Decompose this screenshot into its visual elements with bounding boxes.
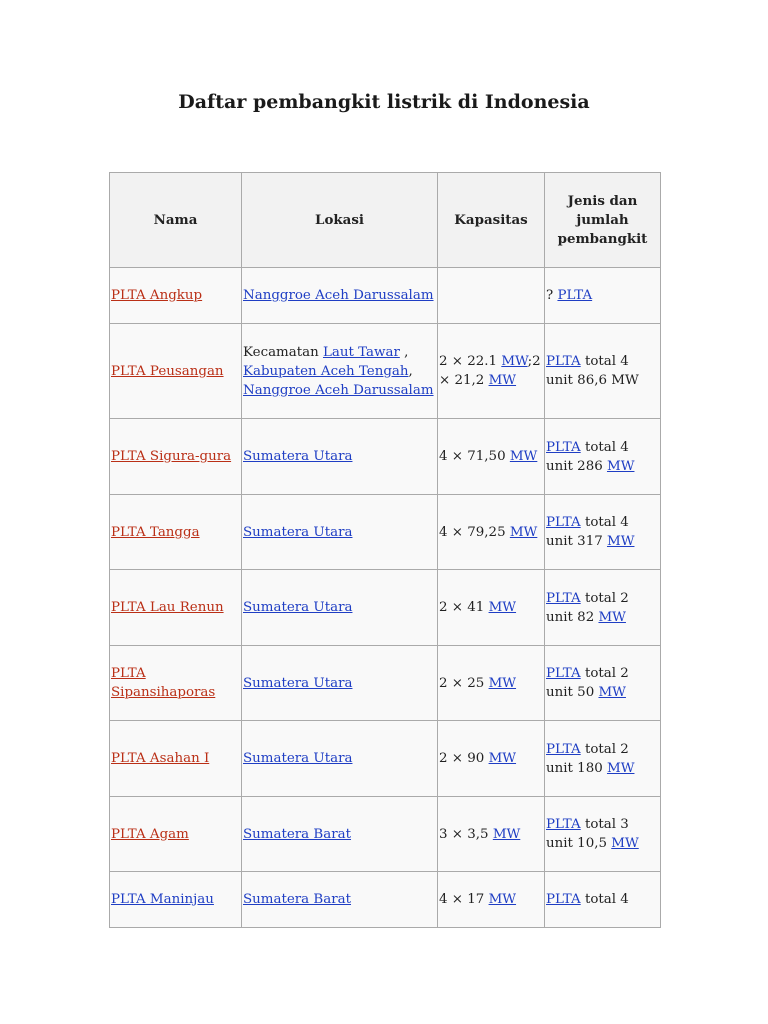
table-row [110,646,661,721]
table-row [110,570,661,646]
cell-lokasi [242,268,438,324]
table-row [110,872,661,928]
capacity-text: 3 × 3,5 [439,826,493,842]
cell-kapasitas [438,797,545,872]
type-text: ? [546,288,558,303]
table-row [110,495,661,570]
cell-jenis [545,419,661,495]
cell-jenis [545,721,661,797]
location-link[interactable]: Sumatera Utara [243,675,353,691]
cell-nama [110,268,242,324]
capacity-text: 2 × 22.1 [439,354,502,369]
cell-jenis [545,646,661,721]
location-link[interactable]: Nanggroe Aceh Darussalam [243,382,434,398]
cell-jenis [545,268,661,324]
location-link[interactable]: Laut Tawar [322,344,400,360]
capacity-link[interactable]: MW [501,354,528,369]
type-text: total 4 [580,892,629,907]
cell-lokasi [242,495,438,570]
type-link[interactable]: PLTA [557,288,593,303]
cell-kapasitas [438,268,545,324]
cell-lokasi [242,324,438,419]
type-link[interactable]: PLTA [546,741,581,757]
type-link[interactable]: PLTA [546,515,581,530]
table-row [110,268,661,324]
location-link[interactable]: Sumatera Utara [243,449,353,464]
power-plant-table [109,172,661,928]
type-link[interactable]: MW [606,760,635,776]
capacity-text: ;2 × 21,2 [439,354,541,388]
plant-name-link[interactable]: PLTA Agam [111,826,189,842]
cell-kapasitas [438,646,545,721]
cell-kapasitas [438,419,545,495]
capacity-text: 4 × 17 [439,892,489,907]
type-text: total 4 unit 286 [546,439,629,474]
cell-nama [110,646,242,721]
cell-lokasi [242,721,438,797]
plant-name-link[interactable]: PLTA Asahan I [111,751,210,766]
type-link[interactable]: MW [606,534,635,549]
cell-jenis [545,797,661,872]
capacity-link[interactable]: MW [492,826,521,842]
location-link[interactable]: Nanggroe Aceh Darussalam [243,288,434,303]
header-lokasi: Lokasi [242,173,438,268]
cell-kapasitas [438,324,545,419]
capacity-text: 4 × 79,25 [439,524,510,540]
cell-nama [110,570,242,646]
type-link[interactable]: PLTA [546,354,581,369]
location-link[interactable]: Kabupaten Aceh Tengah [243,363,409,379]
cell-jenis [545,570,661,646]
cell-lokasi [242,872,438,928]
table-row [110,419,661,495]
location-text: , [408,363,413,379]
cell-kapasitas [438,721,545,797]
cell-nama [110,324,242,419]
type-link[interactable]: MW [606,458,635,474]
table-header-row [110,173,661,268]
table-body [110,268,661,928]
cell-kapasitas [438,570,545,646]
cell-lokasi [242,419,438,495]
location-link[interactable]: Sumatera Barat [243,892,352,907]
plant-name-link[interactable]: PLTA Angkup [111,288,203,303]
capacity-link[interactable]: MW [488,892,517,907]
cell-lokasi [242,570,438,646]
type-text: total 4 unit 317 [546,515,629,549]
plant-name-link[interactable]: PLTA Lau Renun [111,600,224,615]
type-link[interactable]: PLTA [546,439,581,455]
type-link[interactable]: MW [598,685,626,700]
capacity-text: 2 × 25 [439,675,489,691]
page-title: Daftar pembangkit listrik di Indonesia [178,91,590,113]
location-link[interactable]: Sumatera Barat [243,826,352,842]
location-text: Kecamatan [243,344,323,360]
type-link[interactable]: PLTA [546,892,581,907]
type-text: total 2 unit 50 [546,666,629,700]
cell-nama [110,721,242,797]
type-text: total 4 unit 86,6 MW [546,354,639,388]
capacity-link[interactable]: MW [488,600,517,615]
table-row [110,721,661,797]
capacity-link[interactable]: MW [488,373,517,388]
cell-kapasitas [438,872,545,928]
table-row [110,797,661,872]
type-link[interactable]: PLTA [546,666,581,681]
plant-name-link[interactable]: PLTA Tangga [111,524,200,540]
cell-nama [110,495,242,570]
capacity-link[interactable]: MW [509,449,538,464]
capacity-link[interactable]: MW [488,751,517,766]
cell-lokasi [242,797,438,872]
header-kapasitas: Kapasitas [438,173,545,268]
plant-name-link[interactable]: PLTA Sigura-gura [111,449,232,464]
plant-name-link[interactable]: PLTA Sipansihaporas [111,666,216,700]
type-text: total 2 unit 82 [546,590,629,625]
plant-name-link[interactable]: PLTA Maninjau [111,892,214,907]
location-text: , [399,344,409,360]
type-link[interactable]: MW [598,609,626,625]
cell-nama [110,872,242,928]
header-jenis: Jenis dan jumlah pembangkit [545,173,661,268]
location-link[interactable]: Sumatera Utara [243,751,353,766]
table-row [110,324,661,419]
capacity-link[interactable]: MW [488,675,517,691]
cell-lokasi [242,646,438,721]
location-link[interactable]: Sumatera Utara [243,600,353,615]
type-text: total 3 unit 10,5 [546,817,629,851]
capacity-text: 4 × 71,50 [439,449,510,464]
cell-jenis [545,872,661,928]
type-link[interactable]: PLTA [546,817,581,832]
type-link[interactable]: PLTA [546,590,581,606]
type-link[interactable]: MW [611,836,639,851]
cell-nama [110,797,242,872]
capacity-link[interactable]: MW [509,524,538,540]
type-text: total 2 unit 180 [546,741,629,776]
location-link[interactable]: Sumatera Utara [243,524,353,540]
cell-kapasitas [438,495,545,570]
plant-name-link[interactable]: PLTA Peusangan [111,363,224,379]
cell-nama [110,419,242,495]
cell-jenis [545,495,661,570]
capacity-text: 2 × 41 [439,600,489,615]
capacity-text: 2 × 90 [439,751,489,766]
cell-jenis [545,324,661,419]
header-nama: Nama [110,173,242,268]
